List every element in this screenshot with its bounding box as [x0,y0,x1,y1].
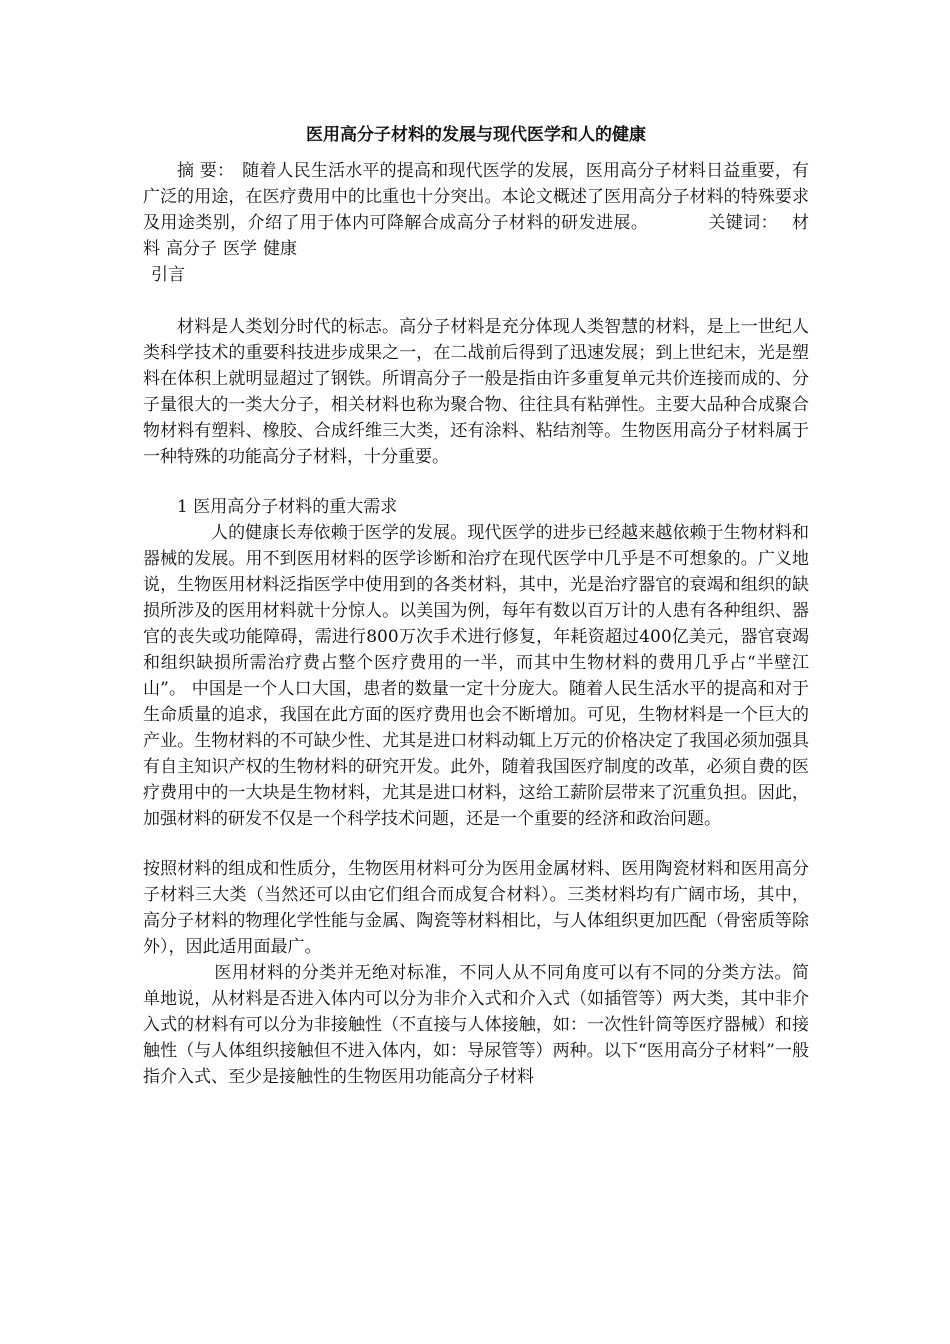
document-title: 医用高分子材料的发展与现代医学和人的健康 [306,125,646,145]
intro-paragraph: 材料是人类划分时代的标志。高分子材料是充分体现人类智慧的材料，是上一世纪人类科学技术的重要科技进步成果之一，在二战前后得到了迅速发展；到上世纪末，光是塑料在体积上就明显超过了钢铁。所谓高分子一般是指由许多重复单元共价连接而成的、分子量很大的一类大分子，相关材料也称为聚合物、往往具有粘弹性。主要大品种合成聚合物材料有塑料、橡胶、合成纤维三大类，还有涂料、粘结剂等。生物医用高分子材料属于一种特殊的功能高分子材料，十分重要。 [143,317,809,467]
abstract-paragraph [143,158,809,262]
types-paragraph: 医用材料的分类并无绝对标准，不同人从不同角度可以有不同的分类方法。简单地说，从材料是否进入体内可以分为非介入式和介入式（如插管等）两大类，其中非介入式的材料有可以分为非接触性（不直接与人体接触，如：一次性针筒等医疗器械）和接触性（与人体组织接触但不进入体内，如：导尿管等）两种。以下“医用高分子材料”一般指介入式、至少是接触性的生物医用功能高分子材料 [143,963,809,1087]
section1-paragraph: 人的健康长寿依赖于医学的发展。现代医学的进步已经越来越依赖于生物材料和器械的发展。用不到医用材料的医学诊断和治疗在现代医学中几乎是不可想象的。广义地说，生物医用材料泛指医学中使用到的各类材料，其中，光是治疗器官的衰竭和组织的缺损所涉及的医用材料就十分惊人。以美国为例，每年有数以百万计的人患有各种组织、器官的丧失或功能障碍，需进行800万次手术进行修复，年耗资超过400亿美元，器官衰竭和组织缺损所需治疗费占整个医疗费用的一半，而其中生物材料的费用几乎占“半壁江山”。 中国是一个人口大国，患者的数量一定十分庞大。随着人民生活水平的提高和对于生命质量的追求，我国在此方面的医疗费用也会不断增加。可见，生物材料是一个巨大的产业。生物材料的不可缺少性、尤其是进口材料动辄上万元的价格决定了我国必须加强具有自主知识产权的生物材料的研究开发。此外，随着我国医疗制度的改革，必须自费的医疗费用中的一大块是生物材料，尤其是进口材料，这给工薪阶层带来了沉重负担。因此，加强材料的研发不仅是一个科学技术问题，还是一个重要的经济和政治问题。 [143,523,809,829]
spacer [143,832,809,856]
intro-heading: 引言 [151,265,185,285]
keyword: 健康 [263,239,297,259]
classification-paragraph: 按照材料的组成和性质分，生物医用材料可分为医用金属材料、医用陶瓷材料和医用高分子材料三大类（当然还可以由它们组合而成复合材料）。三类材料均有广阔市场，其中，高分子材料的物理化学性能与金属、陶瓷等材料相比，与人体组织更加匹配（骨密质等除外），因此适用面最广。 [143,859,809,957]
abstract-text: 随着人民生活水平的提高和现代医学的发展，医用高分子材料日益重要，有广泛的用途，在医疗费用中的比重也十分突出。本论文概述了医用高分子材料的特殊要求及用途类别，介绍了用于体内可降解合成高分子材料的研发进展。 [143,161,810,233]
keyword: 医学 [223,239,257,259]
spacer [143,470,809,494]
section-heading: 1 医用高分子材料的重大需求 [177,497,398,517]
abstract-label: 摘 要： [177,161,235,181]
keyword: 材料 [143,213,810,259]
keywords-label: 关键词： [708,213,779,233]
keyword: 高分子 [166,239,217,259]
spacer [143,288,809,314]
document-body [143,120,809,1090]
